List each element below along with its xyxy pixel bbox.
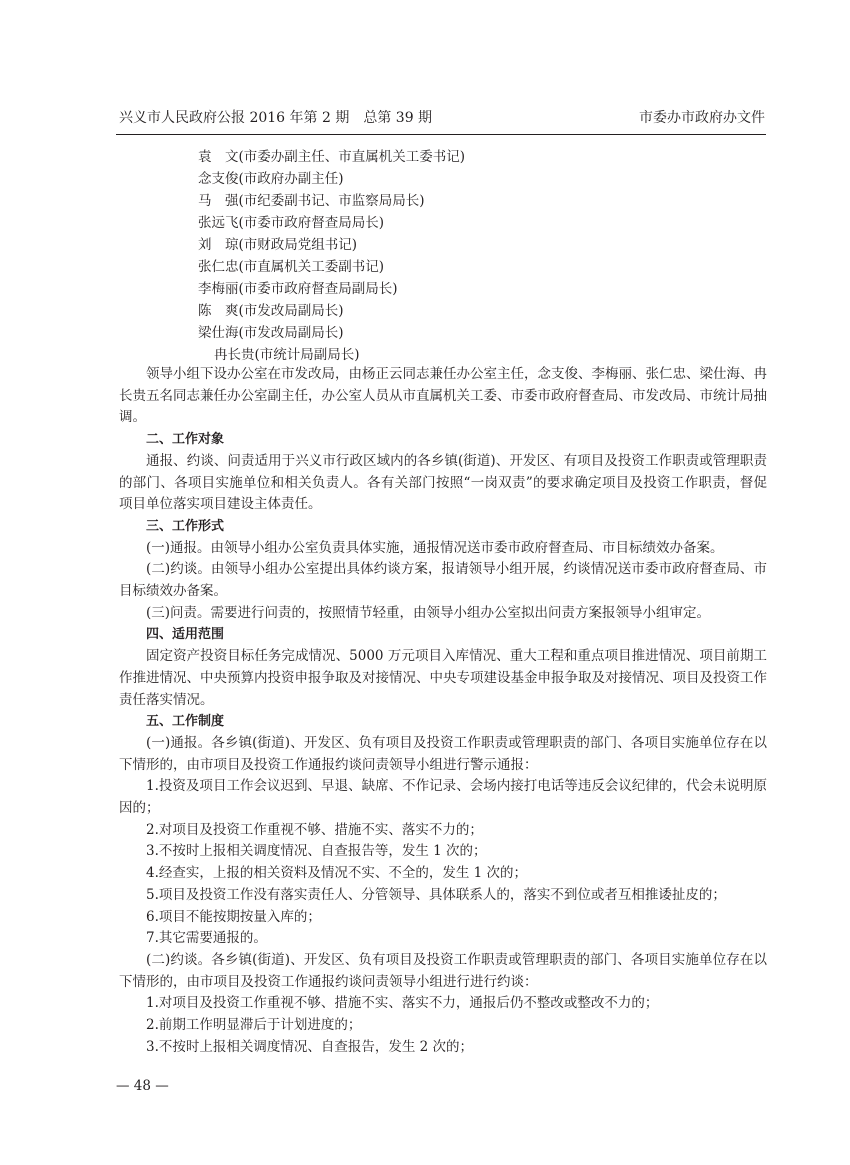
paragraph: 通报、约谈、问责适用于兴义市行政区域内的各乡镇(街道)、开发区、有项目及投资工作职责或管理职责的部门、各项目实施单位和相关负责人。各有关部门按照“一岗双责”的要求确定项目及投资工作职责，督促项目单位落实项目建设主体责任。 — [119, 452, 767, 513]
member-item: 李梅丽(市委市政府督查局副局长) — [198, 281, 398, 297]
header-section: 市委办市政府办文件 — [639, 110, 765, 126]
paragraph: 固定资产投资目标任务完成情况、5000 万元项目入库情况、重大工程和重点项目推进情况、项目前期工作推进情况、中央预算内投资申报争取及对接情况、中央专项建设基金申报争取及对接情况、项目及投资工作责任落实情况。 — [119, 648, 767, 708]
member-item: 梁仕海(市发改局副局长) — [198, 325, 344, 341]
member-item: 陈 爽(市发改局副局长) — [198, 303, 344, 319]
paragraph: (二)约谈。由领导小组办公室提出具体约谈方案，报请领导小组开展，约谈情况送市委市政府督查局、市目标绩效办备案。 — [119, 561, 767, 600]
header-publication: 兴义市人民政府公报 2016 年第 2 期 总第 39 期 — [119, 110, 433, 126]
paragraph: 2.对项目及投资工作重视不够、措施不实、落实不力的； — [146, 821, 483, 838]
paragraph: (三)问责。需要进行问责的，按照情节轻重，由领导小组办公室拟出问责方案报领导小组审定。 — [146, 604, 711, 621]
paragraph: 1.投资及项目工作会议迟到、早退、缺席、不作记录、会场内接打电话等违反会议纪律的，代会未说明原因的； — [119, 778, 767, 817]
member-item: 冉长贵(市统计局副局长) — [214, 347, 360, 363]
section-heading: 三、工作形式 — [146, 518, 225, 534]
paragraph: (一)通报。由领导小组办公室负责具体实施，通报情况送市委市政府督查局、市目标绩效办备案。 — [146, 539, 724, 556]
page-number: — 48 — — [116, 1078, 169, 1094]
member-item: 袁 文(市委办副主任、市直属机关工委书记) — [198, 149, 466, 165]
member-item: 张仁忠(市直属机关工委副书记) — [198, 259, 385, 275]
member-item: 张远飞(市委市政府督查局局长) — [198, 215, 385, 231]
member-item: 念支俊(市政府办副主任) — [198, 171, 344, 187]
header-rule — [116, 134, 766, 135]
running-header — [119, 106, 765, 130]
section-heading: 二、工作对象 — [146, 432, 225, 448]
paragraph: 4.经查实，上报的相关资料及情况不实、不全的，发生 1 次的； — [146, 865, 528, 882]
paragraph: 领导小组下设办公室在市发改局，由杨正云同志兼任办公室主任，念支俊、李梅丽、张仁忠、梁仕海、冉长贵五名同志兼任办公室副主任，办公室人员从市直属机关工委、市委市政府督查局、市发改局、市统计局抽调。 — [119, 366, 767, 426]
paragraph: 5.项目及投资工作没有落实责任人、分管领导、具体联系人的，落实不到位或者互相推诿扯皮的； — [146, 886, 726, 903]
paragraph: 3.不按时上报相关调度情况、自查报告等，发生 1 次的； — [146, 843, 487, 860]
paragraph: 6.项目不能按期按量入库的； — [146, 908, 321, 925]
member-item: 马 强(市纪委副书记、市监察局局长) — [198, 193, 425, 209]
paragraph: (二)约谈。各乡镇(街道)、开发区、负有项目及投资工作职责或管理职责的部门、各项目实施单位存在以下情形的，由市项目及投资工作通报约谈问责领导小组进行进行约谈： — [119, 951, 767, 990]
paragraph: (一)通报。各乡镇(街道)、开发区、负有项目及投资工作职责或管理职责的部门、各项目实施单位存在以下情形的，由市项目及投资工作通报约谈问责领导小组进行警示通报： — [119, 734, 767, 773]
member-list — [198, 146, 465, 366]
section-heading: 四、适用范围 — [146, 627, 225, 643]
paragraph: 3.不按时上报相关调度情况、自查报告，发生 2 次的； — [146, 1038, 474, 1055]
section-heading: 五、工作制度 — [146, 714, 225, 730]
member-item: 刘 琼(市财政局党组书记) — [198, 237, 358, 253]
paragraph: 7.其它需要通报的。 — [146, 930, 267, 947]
paragraph: 2.前期工作明显滞后于计划进度的； — [146, 1017, 362, 1034]
document-body — [119, 364, 767, 1059]
paragraph: 1.对项目及投资工作重视不够、措施不实、落实不力，通报后仍不整改或整改不力的； — [146, 995, 659, 1012]
